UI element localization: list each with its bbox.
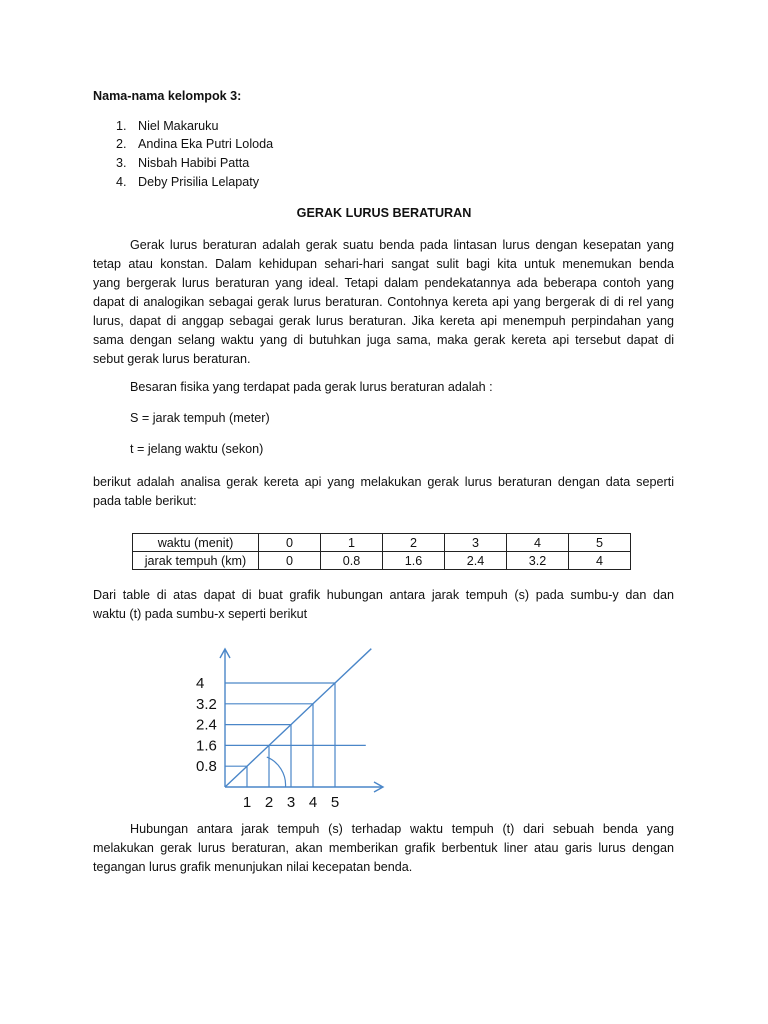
member-name: Andina Eka Putri Loloda — [138, 137, 274, 151]
paragraph-line: melakukan gerak lurus beraturan, akan memberikan grafik berbentuk liner atau garis lurus dengan — [93, 841, 674, 855]
member-item — [116, 137, 273, 151]
x-tick-label: 3 — [286, 794, 296, 811]
x-tick-label: 5 — [330, 794, 340, 811]
y-tick-label: 1.6 — [196, 737, 217, 755]
member-number: 2. — [116, 137, 127, 151]
table-cell: 4 — [507, 534, 569, 552]
paragraph-line: berikut adalah analisa gerak kereta api yang melakukan gerak lurus beraturan dengan data seperti — [93, 475, 674, 489]
paragraph-line: Dari table di atas dapat di buat grafik hubungan antara jarak tempuh (s) pada sumbu-y dan dan — [93, 588, 674, 602]
graph-intro-paragraph — [93, 586, 674, 624]
paragraph-line: pada table berikut: — [93, 494, 197, 508]
member-name: Nisbah Habibi Patta — [138, 156, 250, 170]
member-item — [116, 175, 259, 189]
conclusion-paragraph — [93, 820, 674, 877]
paragraph-line: Hubungan antara jarak tempuh (s) terhadap waktu tempuh (t) dari sebuah benda yang — [130, 822, 674, 836]
paragraph-line: tegangan lurus grafik menunjukan nilai kecepatan benda. — [93, 860, 413, 874]
paragraph-line: tetap atau konstan. Dalam kehidupan sehari-hari sangat sulit bagi kita untuk menemukan benda — [93, 257, 674, 271]
table-row-label: jarak tempuh (km) — [133, 552, 259, 570]
paragraph-line: dapat di analogikan sebagai gerak lurus beraturan. Contohnya kereta api yang bergerak di di rel yang — [93, 295, 674, 309]
table-cell: 3.2 — [507, 552, 569, 570]
y-tick-label: 2.4 — [196, 716, 217, 734]
intro-paragraph — [93, 236, 674, 369]
table-cell: 3 — [445, 534, 507, 552]
member-number: 3. — [116, 156, 127, 170]
table-row — [133, 552, 631, 570]
definition-s: S = jarak tempuh (meter) — [130, 411, 270, 425]
table-cell: 0 — [259, 552, 321, 570]
table-cell: 0.8 — [321, 552, 383, 570]
data-table — [132, 533, 631, 570]
paragraph-line: sama dengan selang waktu yang di butuhkan juga sama, maka gerak kereta api tersebut dapat di — [93, 333, 674, 347]
paragraph-line: waktu (t) pada sumbu-x seperti berikut — [93, 607, 308, 621]
paragraph-line: sebut gerak lurus beraturan. — [93, 352, 251, 366]
y-tick-label: 4 — [196, 675, 205, 692]
data-line — [225, 649, 371, 787]
table-cell: 1 — [321, 534, 383, 552]
member-name: Niel Makaruku — [138, 119, 219, 133]
paragraph-line: yang bergerak lurus beraturan yang ideal. Tetapi dalam pendekatannya ada beberapa contoh yang — [93, 276, 674, 290]
member-number: 1. — [116, 119, 127, 133]
construction-arc — [267, 757, 286, 787]
definition-t: t = jelang waktu (sekon) — [130, 442, 264, 456]
y-tick-label: 0.8 — [196, 758, 217, 776]
table-row-label: waktu (menit) — [133, 534, 259, 552]
member-number: 4. — [116, 175, 127, 189]
distance-time-graph — [190, 640, 390, 815]
member-name: Deby Prisilia Lelapaty — [138, 175, 260, 189]
member-item — [116, 156, 249, 170]
table-cell: 4 — [569, 552, 631, 570]
group-title: Nama-nama kelompok 3: — [93, 89, 242, 103]
table-cell: 2.4 — [445, 552, 507, 570]
table-cell: 2 — [383, 534, 445, 552]
x-tick-label: 1 — [242, 794, 252, 811]
table-cell: 1.6 — [383, 552, 445, 570]
member-item — [116, 119, 219, 133]
document-title: GERAK LURUS BERATURAN — [296, 206, 472, 220]
table-row — [133, 534, 631, 552]
paragraph-line: Gerak lurus beraturan adalah gerak suatu benda pada lintasan lurus dengan kesepatan yang — [130, 238, 674, 252]
y-tick-label: 3.2 — [196, 695, 217, 713]
table-cell: 5 — [569, 534, 631, 552]
paragraph-line: lurus, dapat di anggap sebagai gerak lurus beraturan. Jika kereta api menempuh perpindahan yang — [93, 314, 674, 328]
x-tick-label: 2 — [264, 794, 274, 811]
analysis-paragraph — [93, 473, 674, 511]
x-tick-label: 4 — [308, 794, 318, 811]
quantities-intro: Besaran fisika yang terdapat pada gerak lurus beraturan adalah : — [130, 380, 493, 394]
table-cell: 0 — [259, 534, 321, 552]
